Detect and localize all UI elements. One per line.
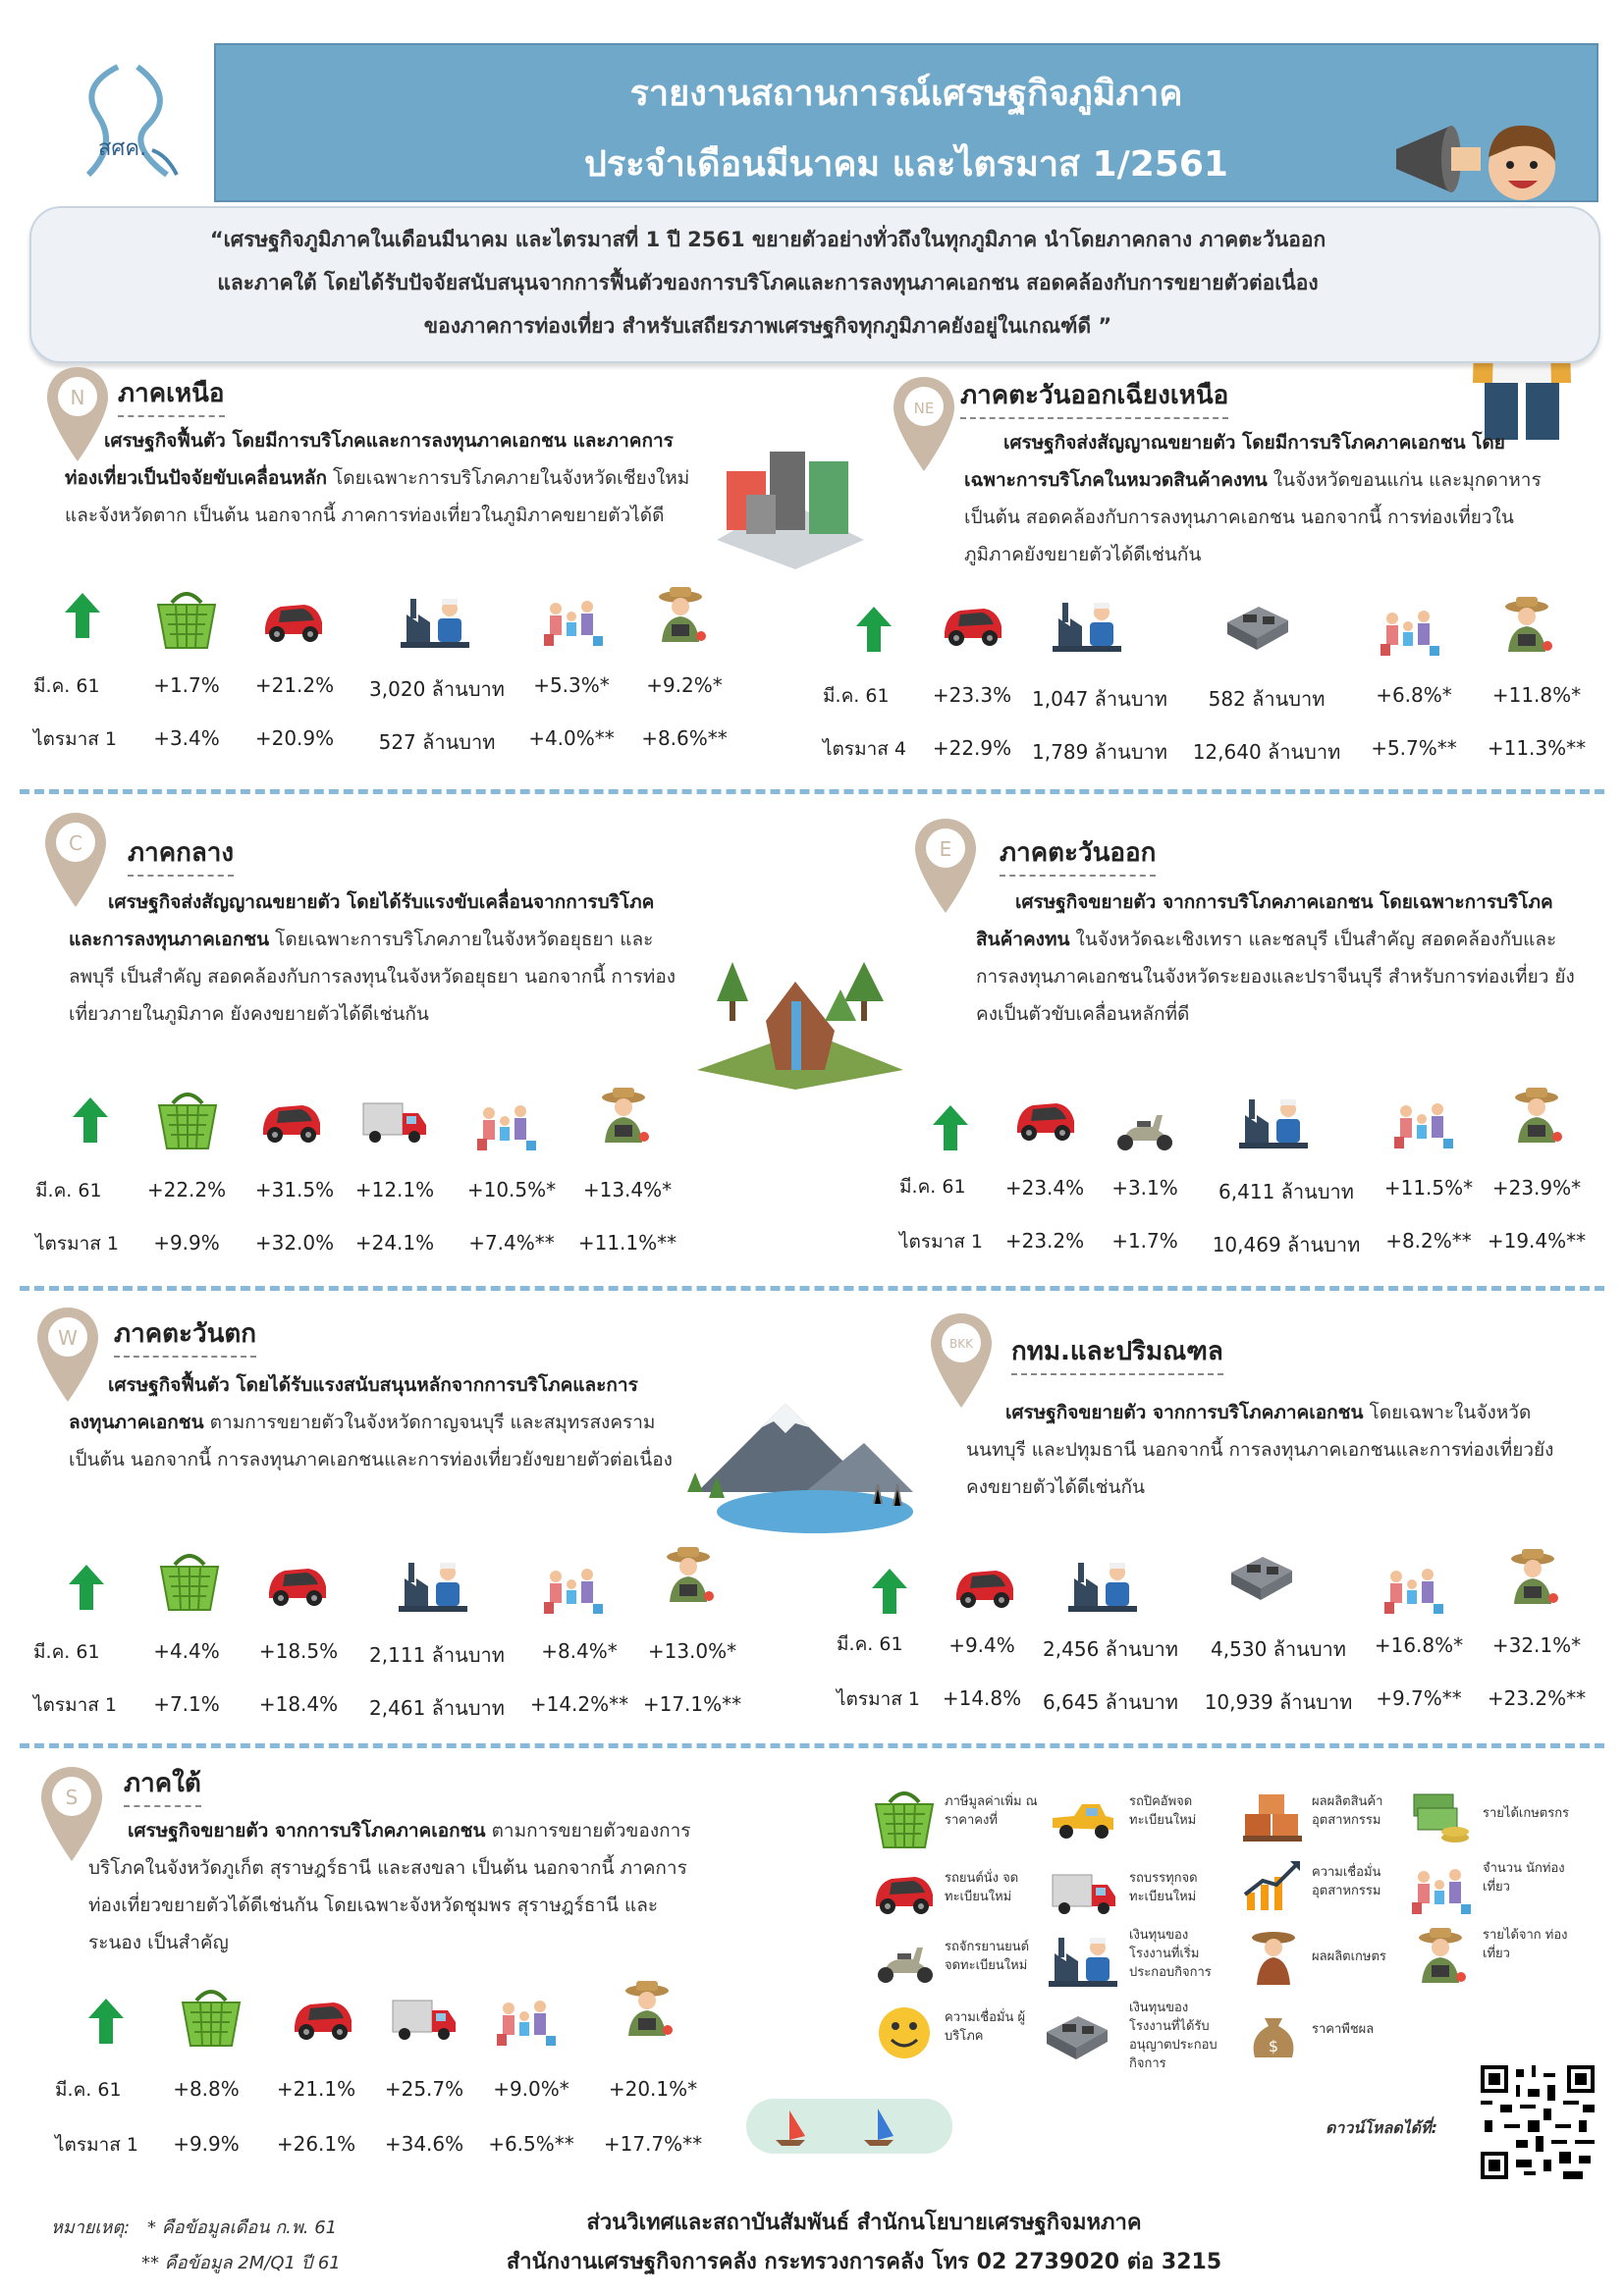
arrow-up-icon — [65, 593, 100, 638]
row-label: ไตรมาส 1 — [55, 2134, 139, 2156]
money-icon — [1406, 1787, 1475, 1847]
value-cell: +5.3%* — [533, 673, 610, 697]
value-cell: 4,530 ล้านบาท — [1211, 1637, 1346, 1661]
tourist-icon — [1498, 1545, 1567, 1606]
value-cell: +22.2% — [146, 1178, 227, 1201]
basket-icon — [152, 589, 221, 650]
value-cell: +4.0%** — [528, 726, 615, 750]
region-description: เศรษฐกิจขยายตัว จากการบริโภคภาคเอกชน โดยเฉพาะการบริโภคสินค้าคงทน ในจังหวัดฉะเชิงเทรา และชลบุรี เป็นสำคัญ สอดคล้องกับและการลงทุนภาคเอกชนในจังหวัดระยองและปราจีนบุรี สำหรับการท่องเที่ยว ยังคงเป็นตัวขับเคลื่อนหลักที่ดี — [976, 891, 1575, 1025]
quote-line-2: และภาคใต้ โดยได้รับปัจจัยสนับสนุนจากการฟื้นตัวของการบริโภคและการลงทุนภาคเอกชน สอดคล้องกับการขยายตัวต่อเนื่อง — [217, 271, 1319, 294]
region-description: เศรษฐกิจขยายตัว จากการบริโภคภาคเอกชน ตามการขยายตัวของการบริโภคในจังหวัดภูเก็ต สุราษฎร์ธานี และสงขลา เป็นต้น นอกจากนี้ ภาคการท่องเที่ยวขยายตัวได้ดีเช่นกัน โดยเฉพาะจังหวัดชุมพร สุราษฎร์ธานี และระนอง เป็นสำคัญ — [88, 1820, 691, 1953]
value-cell: 2,111 ล้านบาท — [369, 1643, 505, 1667]
value-cell: +22.9% — [932, 736, 1012, 760]
value-cell: +4.4% — [153, 1639, 220, 1663]
value-cell: +6.5%** — [488, 2132, 574, 2156]
value-cell: +8.2%** — [1385, 1229, 1472, 1253]
tourist-icon — [1502, 1084, 1571, 1145]
section-divider — [20, 1286, 1604, 1291]
legend-label: จำนวน นักท่องเที่ยว — [1483, 1861, 1565, 1895]
value-cell: +10.5%* — [466, 1178, 557, 1201]
value-cell: +32.1%* — [1491, 1633, 1582, 1657]
region-description: เศรษฐกิจฟื้นตัว โดยได้รับแรงสนับสนุนหลักจากการบริโภคและการลงทุนภาคเอกชน ตามการขยายตัวในจังหวัดกาญจนบุรี และสมุทรสงคราม เป็นต้น นอกจากนี้ การลงทุนภาคเอกชนและการท่องเที่ยวยังขยายตัวต่อเนื่อง — [69, 1374, 673, 1470]
svg-text:BKK: BKK — [949, 1337, 973, 1351]
value-cell: 527 ล้านบาท — [378, 730, 496, 754]
note-1: * คือข้อมูลเดือน ก.พ. 61 — [147, 2217, 338, 2238]
row-label: มี.ค. 61 — [823, 685, 890, 707]
value-cell: 10,939 ล้านบาท — [1204, 1690, 1353, 1714]
city-buildings-icon — [707, 432, 874, 573]
scooter-icon — [1110, 1097, 1178, 1158]
truck-icon — [1049, 1861, 1117, 1922]
truck-icon — [389, 1987, 458, 2048]
legend-label: รถปิคอัพจด ทะเบียนใหม่ — [1129, 1794, 1197, 1828]
smiley-icon — [870, 2002, 939, 2063]
value-cell: +25.7% — [384, 2077, 464, 2101]
value-cell: +14.8% — [942, 1686, 1022, 1710]
value-cell: +20.9% — [254, 726, 335, 750]
arrow-up-icon — [872, 1569, 907, 1614]
svg-text:NE: NE — [913, 400, 935, 417]
factory-worker-icon — [1068, 1553, 1137, 1614]
legend-label: เงินทุนของ โรงงานที่เริ่ม ประกอบกิจการ — [1129, 1928, 1212, 1980]
value-cell: +23.3% — [932, 683, 1012, 707]
value-cell: 2,456 ล้านบาท — [1043, 1637, 1178, 1661]
region-title: ภาคเหนือ — [118, 373, 225, 417]
note-label: หมายเหตุ: — [51, 2217, 131, 2238]
region-description: เศรษฐกิจขยายตัว จากการบริโภคภาคเอกชน โดยเฉพาะในจังหวัดนนทบุรี และปทุมธานี นอกจากนี้ การลงทุนภาคเอกชนและการท่องเที่ยวยังคงขยายตัวได้ดีเช่นกัน — [966, 1402, 1554, 1498]
legend-label: รถบรรทุกจด ทะเบียนใหม่ — [1129, 1871, 1198, 1904]
family-icon — [538, 589, 607, 650]
region-title: ภาคใต้ — [124, 1763, 201, 1807]
value-cell: +18.5% — [258, 1639, 339, 1663]
basket-icon — [870, 1789, 939, 1849]
region-title: ภาคตะวันตก — [114, 1313, 256, 1358]
arrow-up-icon — [69, 1565, 104, 1610]
value-cell: +9.9% — [153, 1231, 220, 1255]
value-cell: +26.1% — [276, 2132, 356, 2156]
download-label: ดาวน์โหลดได้ที่: — [1326, 2118, 1438, 2137]
value-cell: +34.6% — [384, 2132, 464, 2156]
row-label: มี.ค. 61 — [35, 1180, 102, 1201]
section-divider — [20, 1743, 1604, 1748]
value-cell: 1,047 ล้านบาท — [1032, 687, 1167, 711]
boats-icon — [746, 2099, 952, 2154]
svg-text:S: S — [65, 1786, 79, 1809]
factory-worker-icon — [1239, 1090, 1308, 1150]
svg-text:E: E — [939, 837, 952, 861]
value-cell: +8.6%** — [641, 726, 728, 750]
value-cell: +32.0% — [254, 1231, 335, 1255]
value-cell: +9.4% — [948, 1633, 1015, 1657]
value-cell: 3,020 ล้านบาท — [369, 677, 505, 701]
car-icon — [870, 1861, 939, 1922]
region-east — [913, 817, 978, 919]
value-cell: +18.4% — [258, 1692, 339, 1716]
arrow-up-icon — [88, 1999, 124, 2044]
tourist-icon — [1406, 1924, 1475, 1985]
value-cell: +16.8%* — [1374, 1633, 1464, 1657]
value-cell: +23.2%** — [1487, 1686, 1587, 1710]
tourist-icon — [646, 583, 715, 644]
value-cell: +19.4%** — [1487, 1229, 1587, 1253]
value-cell: +24.1% — [354, 1231, 435, 1255]
value-cell: +11.1%** — [577, 1231, 677, 1255]
legend-label: ความเชื่อมั่น อุตสาหกรรม — [1312, 1865, 1381, 1898]
qr-code[interactable] — [1481, 2065, 1595, 2183]
value-cell: 6,645 ล้านบาท — [1043, 1690, 1178, 1714]
value-cell: +13.4%* — [582, 1178, 673, 1201]
machine-icon — [1223, 593, 1292, 654]
car-icon — [950, 1555, 1019, 1616]
summary-quote — [29, 206, 1600, 363]
row-label: ไตรมาส 1 — [837, 1688, 921, 1710]
factory-worker-icon — [1049, 1928, 1117, 1989]
row-label: มี.ค. 61 — [33, 675, 100, 697]
value-cell: 1,789 ล้านบาท — [1032, 740, 1167, 764]
svg-text:W: W — [58, 1326, 78, 1350]
value-cell: +7.1% — [153, 1692, 220, 1716]
legend-label: ภาษีมูลค่าเพิ่ม ณ ราคาคงที่ — [945, 1794, 1038, 1828]
legend-label: รถยนต์นั่ง จดทะเบียนใหม่ — [945, 1871, 1019, 1904]
region-pin-icon — [892, 375, 956, 473]
value-cell: +23.4% — [1004, 1176, 1085, 1200]
row-label: มี.ค. 61 — [55, 2079, 122, 2101]
value-cell: +23.2% — [1004, 1229, 1085, 1253]
car-icon — [263, 1553, 332, 1614]
mountain-lake-icon — [677, 1374, 933, 1545]
region-description: เศรษฐกิจส่งสัญญาณขยายตัว โดยได้รับแรงขับเคลื่อนจากการบริโภคและการลงทุนภาคเอกชน โดยเฉพาะการบริโภคภายในจังหวัดอยุธยา และลพบุรี เป็นสำคัญ สอดคล้องกับการลงทุนในจังหวัดอยุธยา นอกจากนี้ การท่องเที่ยวภายในภูมิภาค ยังคงขยายตัวได้ดีเช่นกัน — [69, 891, 677, 1025]
value-cell: +21.1% — [276, 2077, 356, 2101]
factory-worker-icon — [399, 1553, 467, 1614]
quote-line-3: ของภาคการท่องเที่ยว สำหรับเสถียรภาพเศรษฐกิจทุกภูมิภาคยังอยู่ในเกณฑ์ดี ” — [423, 314, 1112, 338]
value-cell: +1.7% — [153, 673, 220, 697]
footer-line-1: ส่วนวิเทศและสถาบันสัมพันธ์ สำนักนโยบายเศรษฐกิจมหภาค — [586, 2211, 1142, 2235]
region-description: เศรษฐกิจส่งสัญญาณขยายตัว โดยมีการบริโภคภาคเอกชน โดยเฉพาะการบริโภคในหมวดสินค้าคงทน ในจังหวัดขอนแก่น และมุกดาหาร เป็นต้น สอดคล้องกับการลงทุนภาคเอกชน นอกจากนี้ การท่องเที่ยวในภูมิภาคยังขยายตัวได้ดีเช่นกัน — [964, 432, 1542, 565]
family-icon — [1375, 599, 1443, 660]
ministry-logo — [59, 57, 196, 194]
legend-label: รายได้เกษตรกร — [1483, 1806, 1570, 1821]
factory-worker-icon — [1053, 593, 1121, 654]
value-cell: +9.2%* — [646, 673, 723, 697]
title-banner — [214, 43, 1598, 202]
value-cell: +5.7%** — [1371, 736, 1457, 760]
car-icon — [257, 1090, 326, 1150]
row-label: มี.ค. 61 — [33, 1641, 100, 1663]
value-cell: +1.7% — [1111, 1229, 1178, 1253]
note-2: ** คือข้อมูล 2M/Q1 ปี 61 — [141, 2253, 341, 2273]
legend-label: ราคาพืชผล — [1312, 2022, 1375, 2037]
family-icon — [491, 1989, 560, 2050]
section-divider — [20, 789, 1604, 794]
row-label: ไตรมาส 1 — [35, 1233, 120, 1255]
family-icon — [538, 1557, 607, 1618]
machine-icon — [1227, 1543, 1296, 1604]
value-cell: +11.8%* — [1491, 683, 1582, 707]
factory-worker-icon — [401, 589, 469, 650]
region-title: ภาคตะวันออก — [1000, 832, 1156, 877]
value-cell: +14.2%** — [529, 1692, 629, 1716]
row-label: มี.ค. 61 — [837, 1633, 903, 1655]
value-cell: +9.7%** — [1376, 1686, 1462, 1710]
car-icon — [939, 593, 1007, 654]
region-title: ภาคตะวันออกเฉียงเหนือ — [960, 375, 1228, 419]
value-cell: +31.5% — [254, 1178, 335, 1201]
machine-icon — [1043, 2002, 1111, 2063]
arrow-up-icon — [933, 1105, 968, 1150]
car-icon — [289, 1987, 357, 2048]
tourist-icon — [654, 1543, 723, 1604]
scooter-icon — [870, 1930, 939, 1991]
value-cell: +6.8%* — [1376, 683, 1452, 707]
value-cell: +11.5%* — [1383, 1176, 1474, 1200]
basket-icon — [155, 1551, 224, 1612]
value-cell: 10,469 ล้านบาท — [1212, 1233, 1361, 1256]
tourist-icon — [613, 1977, 681, 2038]
value-cell: +20.1%* — [608, 2077, 698, 2101]
value-cell: +17.7%** — [603, 2132, 703, 2156]
region-description: เศรษฐกิจฟื้นตัว โดยมีการบริโภคและการลงทุนภาคเอกชน และภาคการท่องเที่ยวเป็นปัจจัยขับเคลื่อนหลัก โดยเฉพาะการบริโภคภายในจังหวัดเชียงใหม่ และจังหวัดตาก เป็นต้น นอกจากนี้ ภาคการท่องเที่ยวในภูมิภาคขยายตัวได้ดี — [65, 430, 690, 526]
row-label: ไตรมาส 1 — [899, 1231, 984, 1253]
region-title: ภาคกลาง — [128, 832, 234, 877]
value-cell: +8.4%* — [541, 1639, 618, 1663]
logo-text: สศค. — [98, 136, 147, 161]
value-cell: +3.1% — [1111, 1176, 1178, 1200]
basket-icon — [153, 1090, 222, 1150]
value-cell: +3.4% — [153, 726, 220, 750]
legend-label: เงินทุนของ โรงงานที่ได้รับ อนุญาตประกอบ กิจการ — [1129, 2001, 1218, 2071]
money-sack-icon — [1239, 2002, 1308, 2063]
value-cell: 2,461 ล้านบาท — [369, 1696, 505, 1720]
row-label: มี.ค. 61 — [899, 1176, 966, 1198]
region-pin-icon — [913, 817, 978, 915]
basket-icon — [177, 1987, 245, 2048]
region-northeast — [892, 375, 956, 477]
value-cell: +23.9%* — [1491, 1176, 1582, 1200]
family-icon — [471, 1094, 540, 1154]
value-cell: +9.0%* — [493, 2077, 569, 2101]
page-title: รายงานสถานการณ์เศรษฐกิจภูมิภาค — [629, 74, 1183, 114]
pickup-icon — [1049, 1789, 1117, 1849]
legend-label: ผลผลิตสินค้า อุตสาหกรรม — [1312, 1794, 1383, 1828]
arrow-up-icon — [856, 607, 892, 652]
legend-label: ผลผลิตเกษตร — [1312, 1949, 1386, 1964]
value-cell: +9.9% — [173, 2132, 240, 2156]
row-label: ไตรมาส 4 — [823, 738, 907, 760]
quote-line-1: “เศรษฐกิจภูมิภาคในเดือนมีนาคม และไตรมาสที่ 1 ปี 2561 ขยายตัวอย่างทั่วถึงในทุกภูมิภาค นำโดยภาคกลาง ภาคตะวันออก — [209, 228, 1326, 251]
value-cell: +12.1% — [354, 1178, 435, 1201]
tourist-icon — [589, 1084, 658, 1145]
forest-waterfall-icon — [697, 962, 903, 1094]
legend-label: รถจักรยานยนต์ จดทะเบียนใหม่ — [945, 1940, 1030, 1973]
value-cell: 582 ล้านบาท — [1208, 687, 1326, 711]
family-icon — [1406, 1857, 1475, 1918]
family-icon — [1379, 1557, 1447, 1618]
value-cell: 6,411 ล้านบาท — [1218, 1180, 1354, 1203]
value-cell: +17.1%** — [642, 1692, 742, 1716]
svg-text:C: C — [69, 831, 82, 855]
svg-text:N: N — [70, 386, 85, 409]
row-label: ไตรมาส 1 — [33, 1694, 118, 1716]
footer-line-2: สำนักงานเศรษฐกิจการคลัง กระทรวงการคลัง โทร 02 2739020 ต่อ 3215 — [506, 2250, 1222, 2274]
value-cell: +7.4%** — [468, 1231, 555, 1255]
page-subtitle: ประจำเดือนมีนาคม และไตรมาส 1/2561 — [584, 144, 1228, 185]
truck-icon — [359, 1090, 428, 1150]
legend-label: รายได้จาก ท่องเที่ยว — [1483, 1928, 1568, 1961]
chart-icon — [1239, 1855, 1308, 1916]
arrow-up-icon — [73, 1097, 108, 1143]
farmer-icon — [1239, 1926, 1308, 1987]
tourist-icon — [1492, 593, 1561, 654]
value-cell: +13.0%* — [647, 1639, 737, 1663]
value-cell: +8.8% — [173, 2077, 240, 2101]
value-cell: +21.2% — [254, 673, 335, 697]
legend-label: ความเชื่อมั่น ผู้บริโภค — [945, 2010, 1026, 2044]
value-cell: 12,640 ล้านบาท — [1192, 740, 1341, 764]
row-label: ไตรมาส 1 — [33, 728, 118, 750]
boxes-icon — [1239, 1789, 1308, 1849]
value-cell: +11.3%** — [1487, 736, 1587, 760]
car-icon — [1011, 1088, 1080, 1148]
car-icon — [259, 589, 328, 650]
region-title: กทม.และปริมณฑล — [1011, 1331, 1223, 1375]
family-icon — [1388, 1092, 1457, 1152]
